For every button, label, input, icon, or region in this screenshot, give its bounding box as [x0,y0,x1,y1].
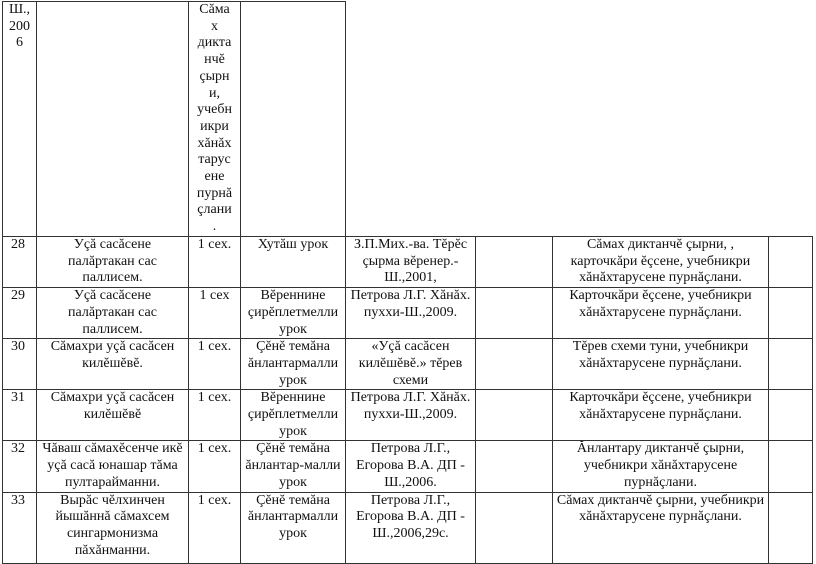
cell-notes [769,492,813,563]
cell-source: Петрова Л.Г. Хăнăх. пуххи-Ш.,2009. [346,390,476,441]
cell-lesson-type: Çĕнĕ темăна ăнлантармалли урок [241,492,346,563]
cell-number: 28 [3,237,37,288]
table-row [3,237,813,288]
cell-type [241,2,346,237]
cell-work: Ăнлантару диктанчĕ çырни, учебникри хăнăхтарусене пурнăçлани. [553,441,769,492]
cell-work: Сăмах диктанчĕ çырни, учебникри хăнăхтарусене пурнăçлани. [553,492,769,563]
table-row-continued [3,2,813,237]
cell-work: Карточкăри ĕçсене, учебникри хăнăхтарусене пурнăçлани. [553,390,769,441]
cell-hours: 1 сех. [189,237,241,288]
cell-source: Петрова Л.Г. Хăнăх. пуххи-Ш.,2009. [346,288,476,339]
cell-lesson-type: Вĕреннине çирĕплетмелли урок [241,390,346,441]
cell-extra [476,339,553,390]
cell-topic: Сăмахри уçă сасăсен килĕшĕвĕ. [37,339,189,390]
cell-notes [769,237,813,288]
cell-notes [769,288,813,339]
cell-number: 29 [3,288,37,339]
table-row [3,390,813,441]
cell-topic: Уçă сасăсене палăртакан сас паллисем. [37,237,189,288]
cell-notes [769,339,813,390]
cell-lesson-type: Хутăш урок [241,237,346,288]
cell-number: 33 [3,492,37,563]
cell-number: 30 [3,339,37,390]
cell-lesson-type: Çĕнĕ темăна ăнлантар-малли урок [241,441,346,492]
cell-extra [476,390,553,441]
cell-topic: Сăмахри уçă сасăсен килĕшĕвĕ [37,390,189,441]
cell-notes [769,390,813,441]
cell-topic [37,2,189,237]
table-row [3,288,813,339]
cell-work: Карточкăри ĕçсене, учебникри хăнăхтарусене пурнăçлани. [553,288,769,339]
cell-extra [476,441,553,492]
table-row [3,339,813,390]
cell-lesson-type: Вĕреннине çирĕплетмелли урок [241,288,346,339]
cell-hours: 1 сех. [189,492,241,563]
cell-hours: 1 сех [189,288,241,339]
cell-number: Ш., 200 6 [3,2,37,237]
cell-extra [476,237,553,288]
cell-topic: Чăваш сăмахĕсенче икĕ уçă сасă юнашар тăма пултарайманни. [37,441,189,492]
cell-topic: Уçă сасăсене палăртакан сас паллисем. [37,288,189,339]
table-row [3,492,813,563]
cell-extra [476,492,553,563]
cell-work: Сăмах диктанчĕ çырни, , карточкăри ĕçсене, учебникри хăнăхтарусене пурнăçлани. [553,237,769,288]
cell-number: 31 [3,390,37,441]
cell-hours: 1 сех. [189,441,241,492]
cell-work: Тĕрев схеми туни, учебникри хăнăхтарусене пурнăçлани. [553,339,769,390]
cell-hours: Сăма х дикта нчĕ çырн и, учебн икри хăнăх тарус ене пурнă çлани . [189,2,241,237]
cell-source: Петрова Л.Г., Егорова В.А. ДП - Ш.,2006. [346,441,476,492]
cell-source: «Уçă сасăсен килĕшĕвĕ.» тĕрев схеми [346,339,476,390]
cell-hours: 1 сех. [189,339,241,390]
cell-notes [769,441,813,492]
cell-hours: 1 сех. [189,390,241,441]
cell-lesson-type: Çĕнĕ темăна ăнлантармалли урок [241,339,346,390]
cell-source: Петрова Л.Г., Егорова В.А. ДП - Ш.,2006,29с. [346,492,476,563]
blank-area [346,2,813,237]
table-row [3,441,813,492]
lesson-plan-table [2,1,813,564]
cell-number: 32 [3,441,37,492]
cell-source: З.П.Мих.-ва. Тĕрĕс çырма вĕренер.-Ш.,2001, [346,237,476,288]
cell-extra [476,288,553,339]
cell-topic: Вырăс чĕлхинчен йышăннă сăмахсем сингармонизма пăхăнманни. [37,492,189,563]
